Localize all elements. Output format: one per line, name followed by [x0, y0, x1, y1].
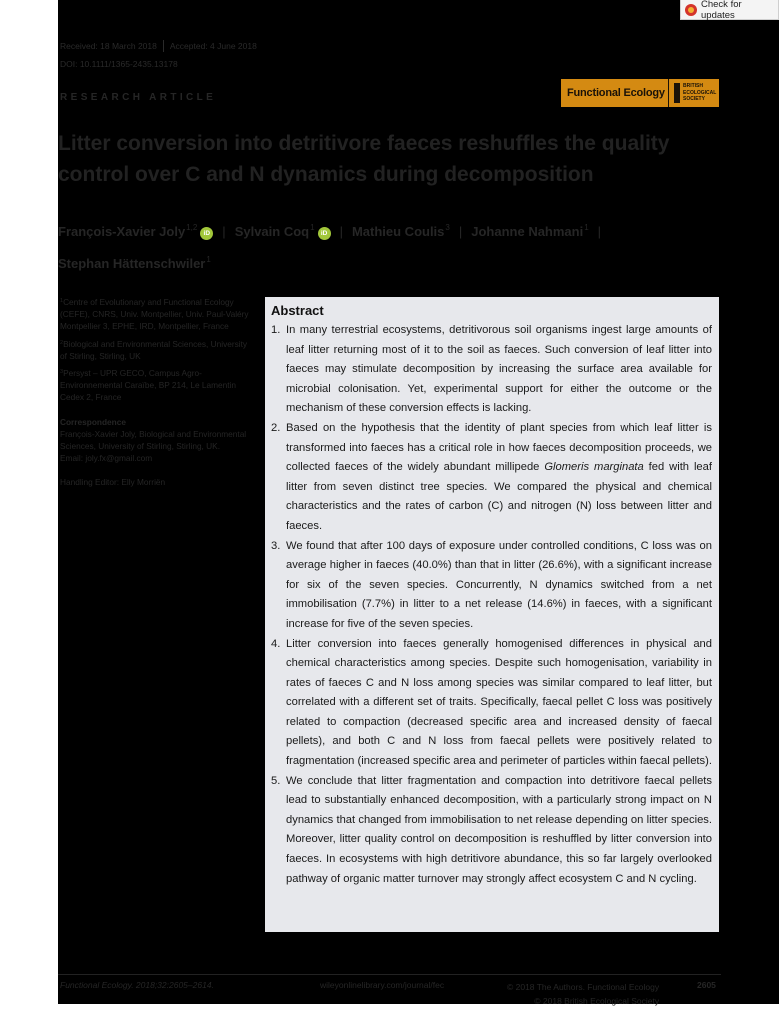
journal-logo [561, 79, 719, 107]
author-separator: | [597, 224, 602, 239]
society-logo [674, 83, 715, 103]
journal-name: Functional Ecology [567, 87, 665, 99]
abstract-item: 2. Based on the hypothesis that the identity of plant species from which leaf litter is transformed into faeces has a critical role in how faeces decomposition proceeds, we collected faeces of the widely abundant millipede Glomeris marginata fed with leaf litter from seven distinct tree species. We compared the physical and chemical characteristics and the rates of carbon (C) and nitrogen (N) loss between litter and faeces. [271, 421, 712, 532]
author-separator: | [458, 224, 463, 239]
footer-rule [58, 974, 721, 975]
footer-copyright: © 2018 The Authors. Functional Ecology © 2018 British Ecological Society [507, 982, 660, 1006]
author-separator: | [222, 224, 226, 239]
logo-divider [668, 79, 669, 107]
abstract-list [271, 321, 712, 889]
author[interactable]: Johanne Nahmani$^1$ [471, 223, 589, 239]
society-name: BRITISH ECOLOGICAL SOCIETY [683, 83, 717, 102]
abstract-item: 3. We found that after 100 days of exposure under controlled conditions, C loss was on average higher in faeces (40.0%) than that in litter (26.6%), with a significant increase for six of the seven species. Concurrently, N dynamics switched from a net immobilisation (7.7%) in litter to a net release (14.6%) in faeces, with a significant increase for five of the seven species. [271, 539, 712, 630]
affiliation: $^3$Persyst – UPR GECO, Campus Agro-Environnemental Caraïbe, BP 214, Le Lamentin Cedex 2, France [60, 368, 237, 403]
author[interactable]: Stephan Hättenschwiler$^1$ [58, 255, 211, 271]
abstract-item: 1. In many terrestrial ecosystems, detritivorous soil organisms ingest large amounts of leaf litter returning most of it to the soil as faeces. Such conversion of leaf litter into faeces may stimulate decomposition by increasing the surface area available for microbial colonisation. Yet, experimental support for either the outcome or the mechanism of these conversion effects is lacking. [271, 324, 712, 415]
page-number: 2605 [697, 980, 716, 990]
abstract-heading: Abstract [271, 303, 324, 318]
affiliation: $^1$Centre of Evolutionary and Functional Ecology (CEFE), CNRS, Univ. Montpellier, Univ. Paul-Valéry Montpellier 3, EPHE, IRD, Montpellier, France [60, 297, 249, 332]
meta-divider [163, 40, 164, 52]
check-for-updates-button[interactable] [680, 0, 779, 20]
footer-url[interactable]: wileyonlinelibrary.com/journal/fec [320, 980, 445, 990]
article-type-label: RESEARCH ARTICLE [60, 92, 217, 103]
author-list [58, 214, 713, 278]
article-title: Litter conversion into detritivore faeces reshuffles the quality control over C and N dynamics during decomposition [58, 132, 670, 186]
affiliation: $^2$Biological and Environmental Sciences, University of Stirling, Stirling, UK [60, 338, 248, 361]
abstract-item: 5. We conclude that litter fragmentation and compaction into detritivore faecal pellets lead to substantially enhanced decomposition, with a particularly strong impact on N dynamics that changed from immobilisation to net release depending on litter species. Moreover, litter quality control on decomposition is reshuffled by litter conversion into faeces. In ecosystems with high detritivore abundance, this so far largely overlooked pathway of organic matter turnover may strongly affect ecosystem C and N cycling. [271, 774, 712, 885]
author[interactable]: Mathieu Coulis$^3$ [351, 223, 450, 239]
crossmark-icon [685, 4, 697, 16]
orcid-icon[interactable]: iD [200, 227, 213, 240]
received-date: Received: 18 March 2018 [60, 41, 157, 51]
author-separator: | [339, 224, 343, 239]
article-dates [60, 40, 257, 52]
correspondence-email[interactable]: Email: joly.fx@gmail.com [60, 453, 153, 464]
abstract-box [265, 297, 719, 932]
article-sidebar [60, 295, 250, 489]
doi-link[interactable]: DOI: 10.1111/1365-2435.13178 [60, 59, 178, 69]
handling-editor: Handling Editor: Elly Morriën [60, 477, 166, 488]
correspondence-heading: Correspondence [60, 416, 126, 427]
author[interactable]: Sylvain Coq$^1$iD [235, 224, 331, 239]
abstract-item: 4. Litter conversion into faeces generally homogenised differences in physical and chemical characteristics among species. Despite such homogenisation, variability in rates of faeces C and N loss among species was similar compared to leaf litter, but correlated with a different set of traits. Specifically, faecal pellet C loss was positively related to compaction (decreased specific area and increased density of faecal pellets), and both C and N loss from faecal pellets were positively related to fragmentation (increased specific area and perimeter of particles within faecal pellets). [271, 637, 712, 768]
check-for-updates-label: Check for updates [701, 0, 742, 21]
correspondence-text: François-Xavier Joly, Biological and Environmental Sciences, University of Stirling, Stirling, UK. [60, 428, 247, 452]
author[interactable]: François-Xavier Joly$^{1,2}$iD [58, 224, 213, 239]
accepted-date: Accepted: 4 June 2018 [169, 41, 257, 51]
orcid-icon[interactable]: iD [318, 227, 331, 240]
footer-citation: Functional Ecology. 2018;32:2605–2614. [60, 980, 214, 990]
society-mark-icon [674, 83, 680, 103]
